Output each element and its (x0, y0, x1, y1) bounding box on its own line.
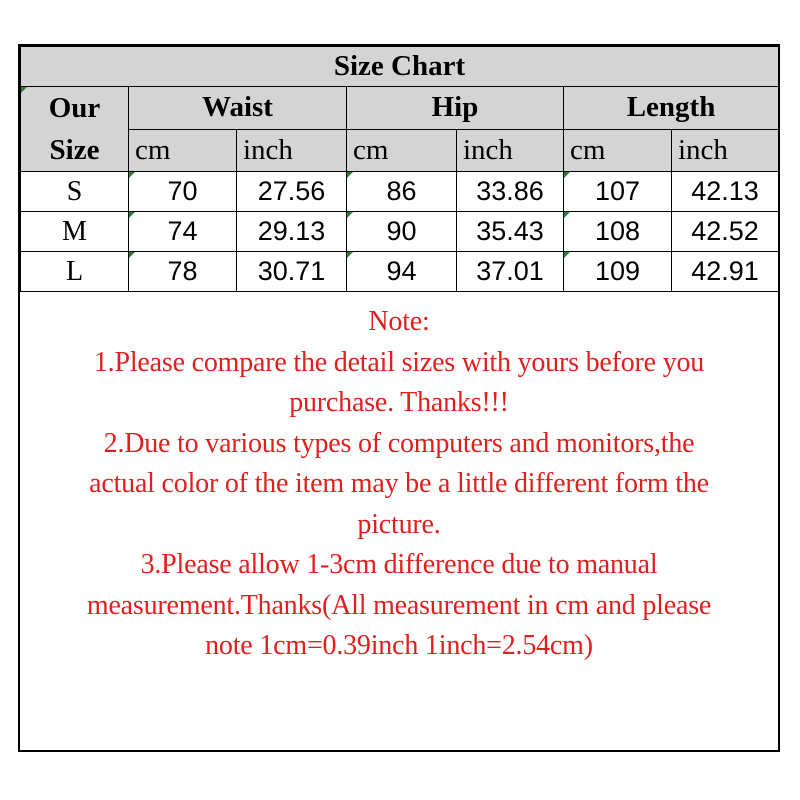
length-cm-value: 108 (564, 212, 672, 252)
unit-length-inch: inch (672, 129, 779, 172)
hip-header: Hip (347, 87, 564, 130)
note-line: 3.Please allow 1-3cm difference due to manual (140, 549, 658, 580)
our-size-line1: Our (48, 92, 101, 124)
table-row (21, 252, 779, 292)
note-line: purchase. Thanks!!! (289, 387, 509, 418)
length-inch-value: 42.91 (672, 252, 779, 292)
hip-inch-value: 37.01 (457, 252, 564, 292)
waist-header: Waist (129, 87, 347, 130)
size-chart-sheet (18, 44, 780, 752)
unit-hip-cm: cm (347, 129, 457, 172)
waist-cm-value: 74 (129, 212, 237, 252)
length-header: Length (564, 87, 779, 130)
note-line: picture. (357, 508, 441, 540)
table-row (21, 172, 779, 212)
unit-waist-inch: inch (237, 129, 347, 172)
unit-waist-cm: cm (129, 129, 237, 172)
note-line: measurement.Thanks(All measurement in cm and please (86, 589, 712, 621)
hip-inch-value: 33.86 (457, 172, 564, 212)
note-line: 1.Please compare the detail sizes with yours before you (93, 346, 705, 378)
our-size-line2: Size (49, 134, 100, 166)
unit-hip-inch: inch (457, 129, 564, 172)
hip-cm-value: 86 (347, 172, 457, 212)
length-cm-value: 107 (564, 172, 672, 212)
size-label: M (21, 212, 129, 252)
our-size-header (21, 87, 129, 172)
length-inch-value: 42.52 (672, 212, 779, 252)
size-label: L (21, 252, 129, 292)
size-chart-table (20, 46, 779, 292)
size-label: S (21, 172, 129, 212)
note-heading: Note: (368, 306, 430, 337)
waist-inch-value: 29.13 (237, 212, 347, 252)
table-row (21, 212, 779, 252)
chart-title: Size Chart (21, 47, 779, 87)
waist-cm-value: 78 (129, 252, 237, 292)
hip-cm-value: 94 (347, 252, 457, 292)
note-line: note 1cm=0.39inch 1inch=2.54cm) (205, 630, 593, 661)
note-line: actual color of the item may be a little different form the (89, 468, 709, 499)
notes-block (20, 302, 778, 667)
hip-inch-value: 35.43 (457, 212, 564, 252)
unit-length-cm: cm (564, 129, 672, 172)
waist-inch-value: 30.71 (237, 252, 347, 292)
note-line: 2.Due to various types of computers and monitors,the (103, 427, 695, 459)
hip-cm-value: 90 (347, 212, 457, 252)
length-inch-value: 42.13 (672, 172, 779, 212)
length-cm-value: 109 (564, 252, 672, 292)
waist-cm-value: 70 (129, 172, 237, 212)
waist-inch-value: 27.56 (237, 172, 347, 212)
